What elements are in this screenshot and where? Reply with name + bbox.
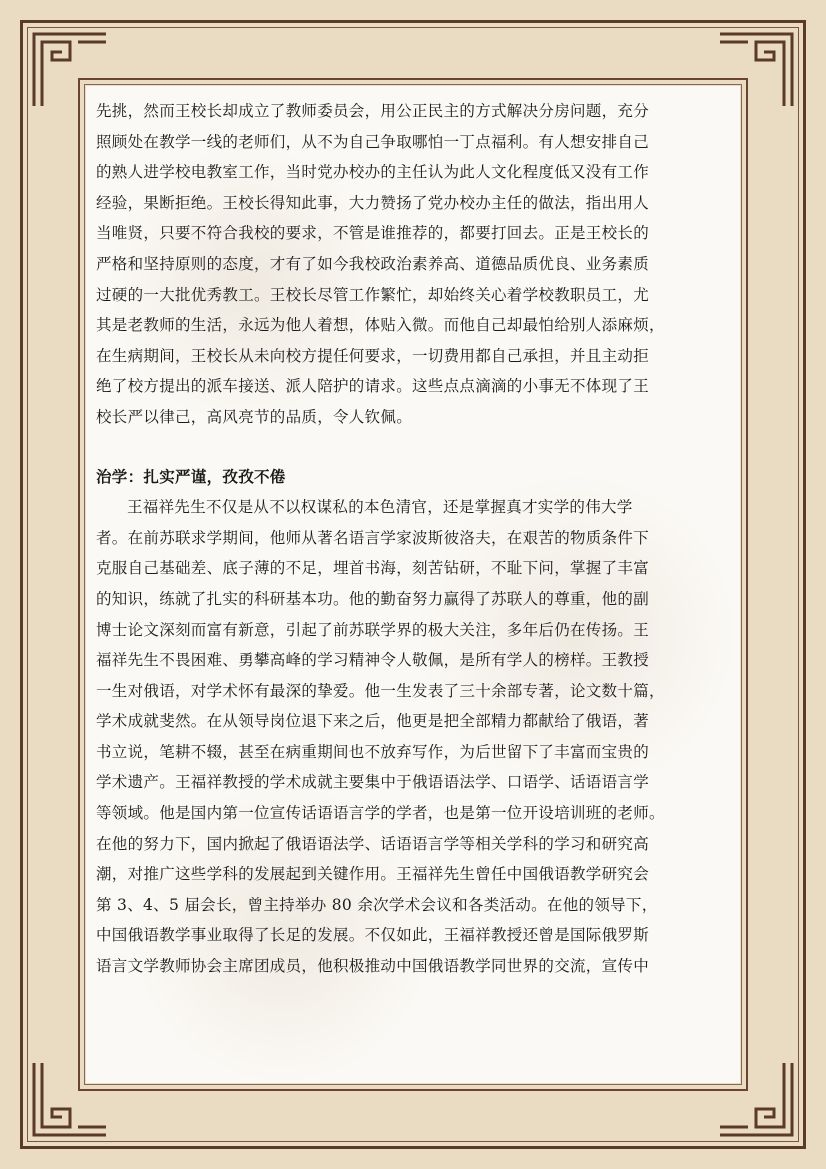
text-line: 校长严以律己，高风亮节的品质，令人钦佩。 xyxy=(96,407,413,426)
text-line: 书立说，笔耕不辍，甚至在病重期间也不放弃写作，为后世留下了丰富而宝贵的 xyxy=(96,742,650,761)
text-line: 博士论文深刻而富有新意，引起了前苏联学界的极大关注，多年后仍在传扬。王 xyxy=(96,620,650,639)
text-line: 的知识，练就了扎实的科研基本功。他的勤奋努力赢得了苏联人的尊重，他的副 xyxy=(96,589,650,608)
text-line: 当唯贤，只要不符合我校的要求，不管是谁推荐的，都要打回去。正是王校长的 xyxy=(96,224,650,243)
text-line: 绝了校方提出的派车接送、派人陪护的请求。这些点点滴滴的小事无不体现了王 xyxy=(96,377,650,396)
fret-corner-ornament-icon xyxy=(716,1059,796,1139)
fret-corner-ornament-icon xyxy=(30,1059,110,1139)
text-line: 学术遗产。王福祥教授的学术成就主要集中于俄语语法学、口语学、话语语言学 xyxy=(96,773,650,792)
text-line: 中国俄语教学事业取得了长足的发展。不仅如此，王福祥教授还曾是国际俄罗斯 xyxy=(96,926,650,945)
text-line: 学术成就斐然。在从领导岗位退下来之后，他更是把全部精力都献给了俄语，著 xyxy=(96,712,650,731)
paragraph-1 xyxy=(96,96,708,433)
text-line: 先挑，然而王校长却成立了教师委员会，用公正民主的方式解决分房问题，充分 xyxy=(96,102,650,120)
text-line: 在生病期间，王校长从未向校方提任何要求，一切费用都自己承担，并且主动拒 xyxy=(96,346,650,365)
paragraph-2 xyxy=(96,492,708,982)
text-line: 第 3、4、5 届会长，曾主持举办 80 余次学术会议和各类活动。在他的领导下， xyxy=(96,895,658,914)
text-line: 潮，对推广这些学科的发展起到关键作用。王福祥先生曾任中国俄语教学研究会 xyxy=(96,865,650,884)
fret-corner-ornament-icon xyxy=(716,30,796,110)
section-heading: 治学：扎实严谨，孜孜不倦 xyxy=(96,467,286,486)
text-line: 克服自己基础差、底子薄的不足，埋首书海，刻苦钻研，不耻下问，掌握了丰富 xyxy=(96,559,650,578)
document-body xyxy=(96,96,708,982)
text-line: 一生对俄语，对学术怀有最深的挚爱。他一生发表了三十余部专著，论文数十篇， xyxy=(96,681,665,700)
text-line: 福祥先生不畏困难、勇攀高峰的学习精神令人敬佩，是所有学人的榜样。王教授 xyxy=(96,651,650,670)
text-line: 王福祥先生不仅是从不以权谋私的本色清官，还是掌握真才实学的伟大学 xyxy=(127,498,633,517)
text-line: 者。在前苏联求学期间，他师从著名语言学家波斯彼洛夫，在艰苦的物质条件下 xyxy=(96,528,650,547)
text-line: 的熟人进学校电教室工作，当时党办校办的主任认为此人文化程度低又没有工作 xyxy=(96,163,650,182)
text-line: 照顾处在教学一线的老师们，从不为自己争取哪怕一丁点福利。有人想安排自己 xyxy=(96,132,650,151)
text-line: 等领域。他是国内第一位宣传话语语言学的学者，也是第一位开设培训班的老师。 xyxy=(96,804,665,823)
text-line: 经验，果断拒绝。王校长得知此事，大力赞扬了党办校办主任的做法，指出用人 xyxy=(96,193,650,212)
text-line: 过硬的一大批优秀教工。王校长尽管工作繁忙，却始终关心着学校教职员工，尤 xyxy=(96,285,650,304)
text-line: 在他的努力下，国内掀起了俄语语法学、话语语言学等相关学科的学习和研究高 xyxy=(96,834,650,853)
text-line: 严格和坚持原则的态度，才有了如今我校政治素养高、道德品质优良、业务素质 xyxy=(96,254,650,273)
text-line: 语言文学教师协会主席团成员，他积极推动中国俄语教学同世界的交流，宣传中 xyxy=(96,957,650,976)
text-line: 其是老教师的生活，永远为他人着想，体贴入微。而他自己却最怕给别人添麻烦， xyxy=(96,316,665,335)
